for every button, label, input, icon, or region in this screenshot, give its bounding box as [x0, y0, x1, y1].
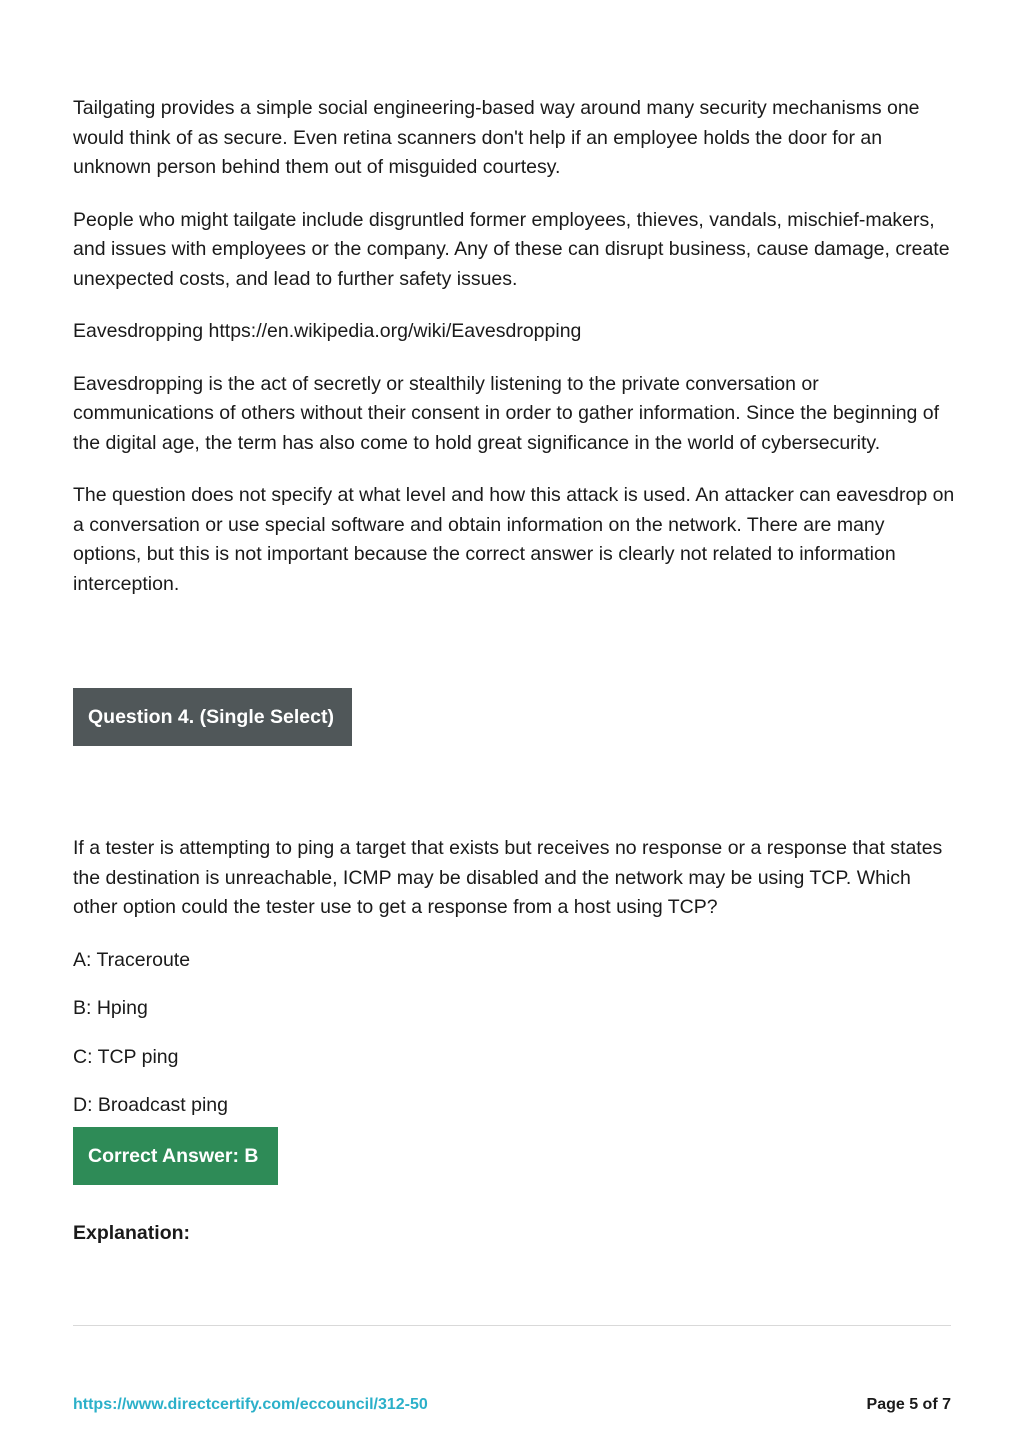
option-d: D: Broadcast ping	[73, 1094, 229, 1116]
body-text	[73, 94, 958, 622]
paragraph-tailgaters: People who might tailgate include disgruntled former employees, thieves, vandals, mischief-makers, and issues with employees or the company. Any of these can disrupt business, cause damage, create unexpected costs, and lead to further safety issues.	[73, 208, 950, 290]
footer-url-link[interactable]: https://www.directcertify.com/eccouncil/312-50	[73, 1396, 428, 1413]
question-text: If a tester is attempting to ping a target that exists but receives no response or a response that states the destination is unreachable, ICMP may be disabled and the network may be using TCP. Which other option could the tester use to get a response from a host using TCP?	[73, 837, 943, 918]
page-number: Page 5 of 7	[866, 1396, 951, 1413]
paragraph-tailgating: Tailgating provides a simple social engineering-based way around many security mechanisms one would think of as secure. Even retina scanners don't help if an employee holds the door for an unknown person behind them out of misguided courtesy.	[73, 97, 920, 178]
paragraph-eavesdropping-definition: Eavesdropping is the act of secretly or stealthily listening to the private conversation or communications of others without their consent in order to gather information. Since the beginning of the digital age, the term has also come to hold great significance in the world of cybersecurity.	[73, 372, 940, 454]
footer-divider	[73, 1325, 951, 1326]
paragraph-question-analysis: The question does not specify at what level and how this attack is used. An attacker can eavesdrop on a conversation or use special software and obtain information on the network. There are many options, but this is not important because the correct answer is clearly not related to information interception.	[73, 484, 955, 595]
correct-answer-badge: Correct Answer: B	[73, 1127, 278, 1185]
option-a: A: Traceroute	[73, 948, 191, 971]
question-header: Question 4. (Single Select)	[73, 688, 352, 746]
paragraph-eavesdropping-reference: Eavesdropping https://en.wikipedia.org/wiki/Eavesdropping	[73, 320, 582, 342]
explanation-label: Explanation:	[73, 1222, 191, 1244]
option-b: B: Hping	[73, 997, 148, 1019]
option-c: C: TCP ping	[73, 1045, 179, 1068]
question-block	[73, 834, 958, 1140]
